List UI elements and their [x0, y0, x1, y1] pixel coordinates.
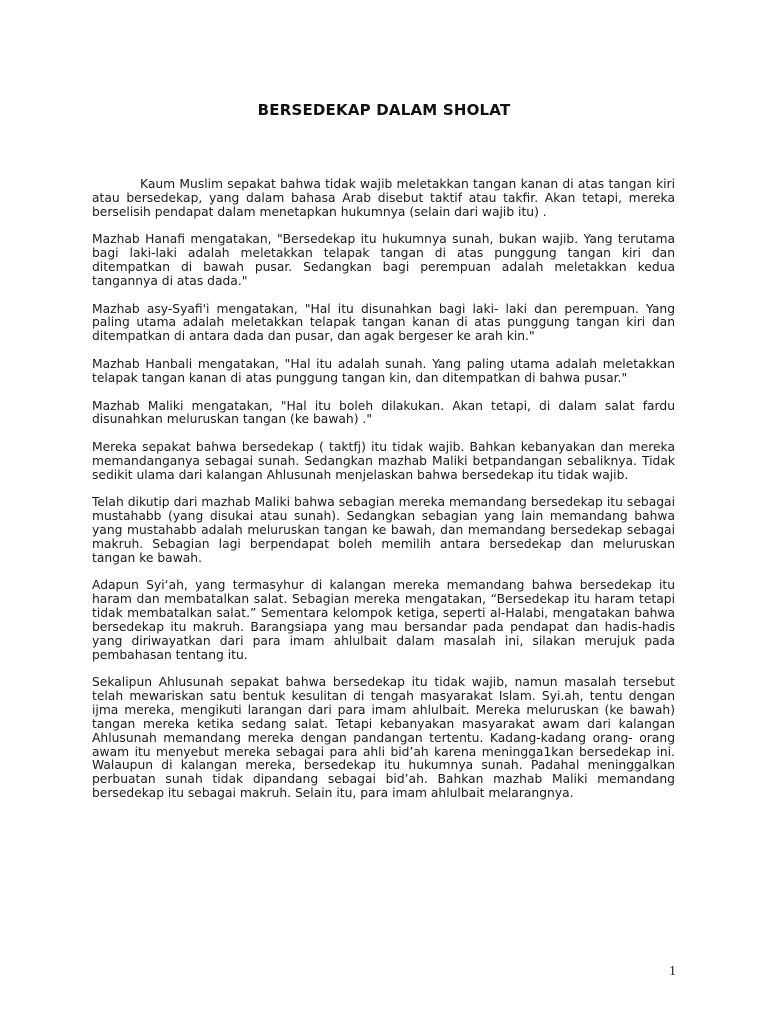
- paragraph-conclusion: Sekalipun Ahlusunah sepakat bahwa bersedekap itu tidak wajib, namun masalah tersebut telah mewariskan satu bentuk kesulitan di tengah masyarakat Islam. Syi.ah, tentu dengan ijma mereka, mengikuti larangan dari para imam ahlulbait. Mereka meluruskan (ke bawah) tangan mereka ketika sedang salat. Tetapi kebanyakan masyarakat awam dari kalangan Ahlusunah memandang mereka dengan pandangan tertentu. Kadang-kadang orang- orang awam itu menyebut mereka sebagai para ahli bid’ah karena meningga1kan bersedekap ini. Walaupun di kalangan mereka, bersedekap itu hukumnya sunah. Padahal meninggalkan perbuatan sunah tidak dipandang sebagai bid’ah. Bahkan mazhab Maliki memandang bersedekap itu sebagai makruh. Selain itu, para imam ahlulbait melarangnya.: [92, 675, 675, 801]
- paragraph-hanafi: Mazhab Hanafi mengatakan, "Bersedekap itu hukumnya sunah, bukan wajib. Yang terutama bagi laki-laki adalah meletakkan telapak tangan di atas punggung tangan kiri dan ditempatkan di bawah pusar. Sedangkan bagi perempuan adalah meletakkan kedua tangannya di atas dada.": [92, 232, 675, 288]
- paragraph-intro: Kaum Muslim sepakat bahwa tidak wajib meletakkan tangan kanan di atas tangan kiri atau bersedekap, yang dalam bahasa Arab disebut taktif atau takfir. Akan tetapi, mereka berselisih pendapat dalam menetapkan hukumnya (selain dari wajib itu) .: [92, 177, 675, 219]
- paragraph-consensus: Mereka sepakat bahwa bersedekap ( taktfj) itu tidak wajib. Bahkan kebanyakan dan mereka memandanganya sebagai sunah. Sedangkan mazhab Maliki betpandangan sebaliknya. Tidak sedikit ulama dari kalangan Ahlusunah menjelaskan bahwa bersedekap itu tidak wajib.: [92, 440, 675, 482]
- paragraph-maliki-views: Telah dikutip dari mazhab Maliki bahwa sebagian mereka memandang bersedekap itu sebagai mustahabb (yang disukai atau sunah). Sedangkan sebagian yang lain memandang bahwa yang mustahabb adalah meluruskan tangan ke bawah, dan memandang bersedekap sebagai makruh. Sebagian lagi berpendapat boleh memilih antara bersedekap dan meluruskan tangan ke bawah.: [92, 495, 675, 565]
- document-body: [92, 178, 675, 815]
- page-number: 1: [669, 964, 676, 979]
- paragraph-syiah: Adapun Syi‘ah, yang termasyhur di kalangan mereka memandang bahwa bersedekap itu haram dan membatalkan salat. Sebagian mereka mengatakan, “Bersedekap itu haram tetapi tidak membatalkan salat.” Sementara kelompok ketiga, seperti al-Halabi, mengatakan bahwa bersedekap itu makruh. Barangsiapa yang mau bersandar pada pendapat dan hadis-hadis yang diriwayatkan dari para imam ahlulbait dalam masalah ini, silakan merujuk pada pembahasan tentang itu.: [92, 578, 675, 662]
- paragraph-hanbali: Mazhab Hanbali mengatakan, "Hal itu adalah sunah. Yang paling utama adalah meletakkan telapak tangan kanan di atas punggung tangan kin, dan ditempatkan di bahwa pusar.": [92, 356, 675, 385]
- paragraph-syafii: Mazhab asy-Syafi'i mengatakan, "Hal itu disunahkan bagi laki- laki dan perempuan. Yang paling utama adalah meletakkan telapak tangan kanan di atas punggung tangan kiri dan ditempatkan di antara dada dan pusar, dan agak bergeser ke arah kin.": [92, 301, 675, 344]
- document-title: BERSEDEKAP DALAM SHOLAT: [257, 101, 511, 119]
- paragraph-maliki: Mazhab Maliki mengatakan, "Hal itu boleh dilakukan. Akan tetapi, di dalam salat fardu disunahkan meluruskan tangan (ke bawah) .": [92, 398, 675, 427]
